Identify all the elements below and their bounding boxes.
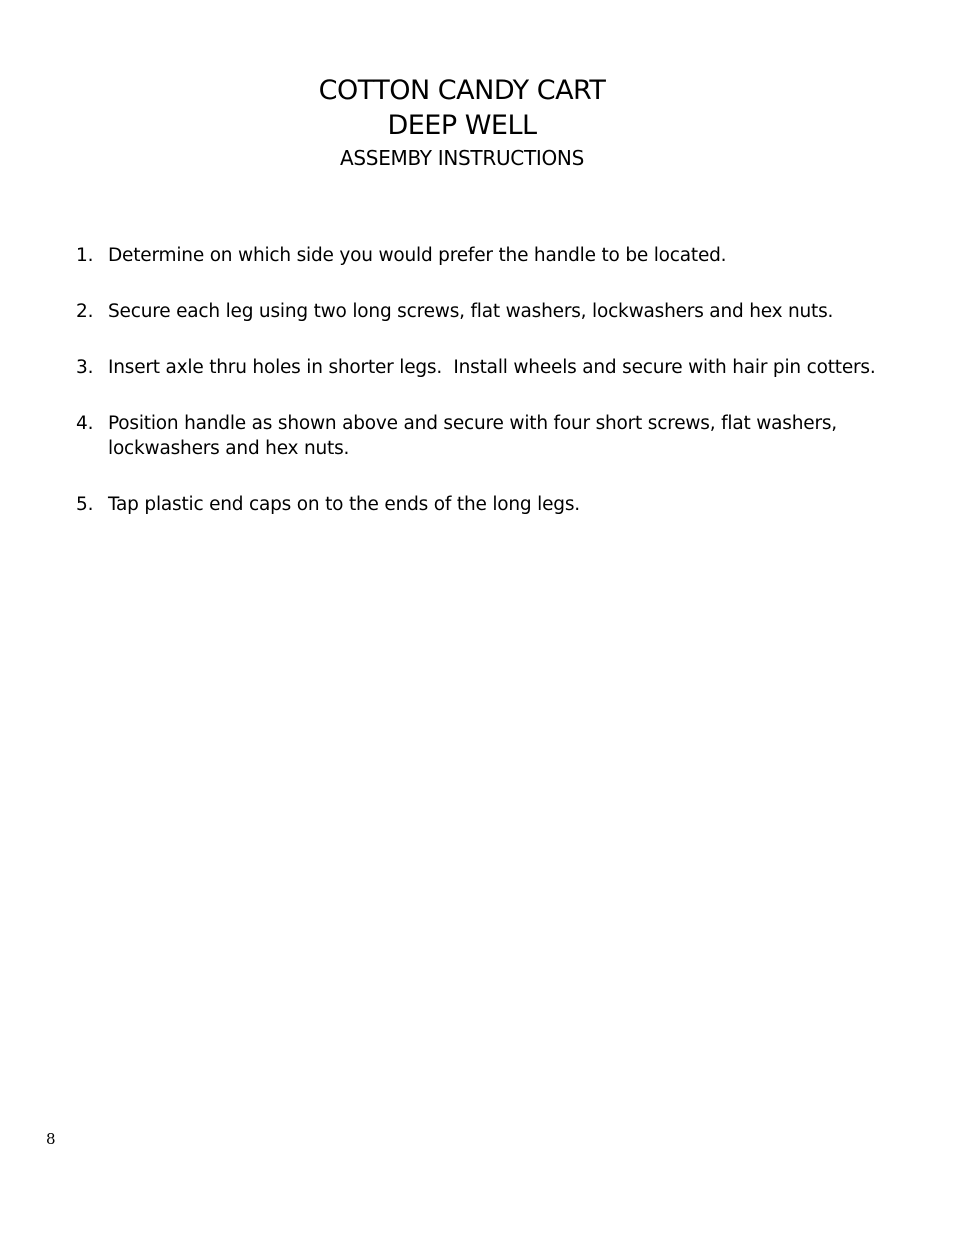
document-title-line-1: COTTON CANDY CART [318,75,606,106]
instruction-step-4 [76,411,936,461]
step-text: Tap plastic end caps on to the ends of the long legs. [108,494,580,515]
step-text: Determine on which side you would prefer the handle to be located. [108,245,727,266]
document-subtitle: ASSEMBY INSTRUCTIONS [340,146,584,170]
instruction-step-1 [76,243,936,268]
instruction-step-5 [76,492,936,517]
step-text: Position handle as shown above and secure with four short screws, flat washers, lockwashers and hex nuts. [108,413,843,459]
step-number: 3. [76,357,94,378]
step-number: 4. [76,413,94,434]
step-number: 5. [76,494,94,515]
instruction-step-3 [76,355,936,380]
document-header [0,73,924,173]
document-title-line-2: DEEP WELL [387,110,537,141]
step-text: Insert axle thru holes in shorter legs. Install wheels and secure with hair pin cotters. [108,357,876,378]
instruction-steps [76,243,936,548]
step-text: Secure each leg using two long screws, flat washers, lockwashers and hex nuts. [108,301,834,322]
step-number: 1. [76,245,94,266]
step-number: 2. [76,301,94,322]
instruction-step-2 [76,299,936,324]
page-number: 8 [46,1130,56,1148]
